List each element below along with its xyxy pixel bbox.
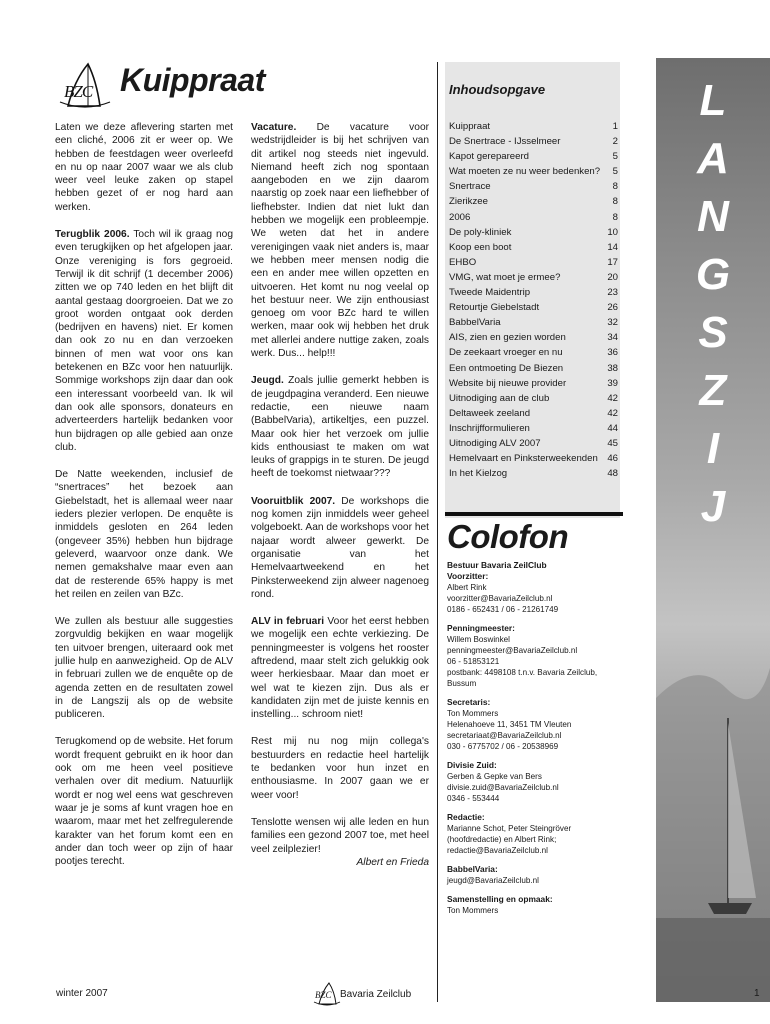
toc-item[interactable] — [449, 225, 618, 240]
toc-item-label: In het Kielzog — [449, 468, 508, 480]
colofon-line: penningmeester@BavariaZeilclub.nl — [447, 646, 578, 655]
toc-item-page: 5 — [612, 151, 618, 163]
toc-item-label: Hemelvaart en Pinksterweekenden — [449, 453, 598, 465]
colofon-heading: Penningmeester: — [447, 623, 515, 633]
colofon-block — [447, 571, 627, 615]
toc-item[interactable] — [449, 119, 618, 134]
colofon-line: Marianne Schot, Peter Steingröver (hoofdredactie) en Albert Rink; redactie@BavariaZeilclub.nl — [447, 824, 572, 855]
toc-item-page: 8 — [612, 211, 618, 223]
website-paragraph: Terugkomend op de website. Het forum wordt frequent gebruikt en ik hoor dan ook om me heen veel positieve verhalen over dit medium. Natuurlijk wordt er nog wel eens wat geschreven waar je je soms af kunt vragen hoe en waarom, maar met het zelfregulerende karakter van het forum komt een en ander dan toch weer op zijn of haar pootjes terecht. — [55, 736, 233, 868]
colofon-details — [447, 560, 627, 924]
toc-item[interactable] — [449, 330, 618, 345]
toc-item-label: Kapot gerepareerd — [449, 151, 530, 163]
toc-item-page: 42 — [607, 407, 618, 419]
toc-item[interactable] — [449, 421, 618, 436]
colofon-line: 030 - 6775702 / 06 - 20538969 — [447, 742, 559, 751]
toc-item-page: 34 — [607, 332, 618, 344]
colofon-block — [447, 697, 627, 752]
colofon-heading: BabbelVaria: — [447, 864, 498, 874]
toc-item[interactable] — [449, 466, 618, 481]
colofon-org: Bestuur Bavaria ZeilClub — [447, 560, 547, 570]
colofon-rule — [445, 512, 623, 516]
toc-item-page: 23 — [607, 287, 618, 299]
page-number: 1 — [754, 988, 760, 999]
toc-title: Inhoudsopgave — [449, 82, 546, 97]
toc-item[interactable] — [449, 300, 618, 315]
colofon-title: Colofon — [447, 518, 569, 555]
colofon-line: jeugd@BavariaZeilclub.nl — [447, 876, 539, 885]
toc-item-label: Wat moeten ze nu weer bedenken? — [449, 166, 601, 178]
terugblik-text: Toch wil ik graag nog even terugkijken op het afgelopen jaar. Onze vereniging is fors gegroeid. Terwijl ik dit schrijf (1 december 2006) zitten we op 740 leden en het blijft dit aantal gestaag doorgroeien. Dat we zo groot worden ontgaat ook derden (bedrijven en havens) niet. Er komen dan ook zo nu en dan verzoeken binnen of men wat voor ons kan betekenen en BZc voor hen natuurlijk. Sommige workshops zijn daar dan ook een interessant voorbeeld van. Ik wil dan ook alle sponsors, donateurs en adverteerders hartelijk bedanken voor hun bijdragen op alle gebied aan onze club. — [55, 229, 234, 453]
langszij-letters — [656, 58, 770, 1002]
column-2 — [251, 121, 429, 869]
colofon-line: Albert Rink — [447, 583, 487, 592]
toc-item[interactable] — [449, 391, 618, 406]
colofon-line: Helenahoeve 11, 3451 TM Vleuten — [447, 720, 572, 729]
toc-item-page: 36 — [607, 347, 618, 359]
vacature-text: De vacature voor wedstrijdleider is bij het schrijven van dit artikel nog steeds niet ingevuld. Niemand heeft zich nog spontaan aangeboden en we zijn daarom naarstig op zoek naar een liefhebber of liefhebster. Indien dat niet lukt dan hebben we mogelijk een probleempje. We weten dat het in andere verenigingen vaak niet anders is, maar we hebben meer mensen nodig die een en ander mee willen opzetten en uitvoeren. Het komt nu nog veelal op het bestuur neer. We zijn enthousiast genoeg om voor BZc hard te willen werken, maar ook wij hebben het druk met allerlei andere nuttige zaken, zoals werk. Dus... help!!! — [251, 122, 429, 360]
toc-item-label: De zeekaart vroeger en nu — [449, 347, 563, 359]
colofon-line: Willem Boswinkel — [447, 635, 510, 644]
signature: Albert en Frieda — [356, 856, 429, 868]
toc-item-label: Deltaweek zeeland — [449, 407, 531, 419]
toc-item[interactable] — [449, 436, 618, 451]
toc-item-label: EHBO — [449, 256, 477, 268]
terugblik-paragraph — [55, 228, 233, 454]
toc-item-label: Website bij nieuwe provider — [449, 377, 567, 389]
colofon-heading: Divisie Zuid: — [447, 760, 497, 770]
toc-item-page: 45 — [607, 437, 618, 449]
vooruitblik-lead: Vooruitblik 2007. — [251, 495, 336, 507]
toc-item[interactable] — [449, 315, 618, 330]
sidebar-letter: G — [695, 250, 731, 299]
toc-item-page: 39 — [607, 377, 618, 389]
toc-item-page: 1 — [612, 121, 618, 132]
toc-item-page: 26 — [607, 302, 618, 314]
vacature-lead: Vacature. — [251, 122, 297, 133]
sidebar-letter: J — [700, 482, 726, 531]
toc-item[interactable] — [449, 270, 618, 285]
colofon-heading: Redactie: — [447, 812, 485, 822]
toc-item-label: De poly-kliniek — [449, 226, 512, 238]
toc-item[interactable] — [449, 194, 618, 209]
page-title: Kuippraat — [120, 62, 265, 98]
natte-weekenden-paragraph: De Natte weekenden, inclusief de “snertraces” het bezoek aan Giebelstadt, het is allemaal weer naar ieders plezier verlopen. De enquête is inmiddels gesloten en 264 leden (ongeveer 35%) hebben hun bijdrage geleverd, waarvoor onze dank. We nemen gemakshalve maar even aan dat de resterende 65% happy is met het reilen en zeilen van BZc. — [55, 469, 233, 600]
toc-item-label: AIS, zien en gezien worden — [449, 332, 566, 344]
toc-item-page: 10 — [607, 226, 618, 238]
jeugd-text: Zoals jullie gemerkt hebben is de jeugdpagina veranderd. Een nieuwe redactie, een nieuwe naam (BabbelVaria), artikeltjes, een puzzel. Maar ook hier het verzoek om jullie kids enthousiast te maken om wat leuks of grappigs in te sturen. De jeugd heeft de toekomst nietwaar??? — [251, 375, 429, 480]
colofon-line: secretariaat@BavariaZeilclub.nl — [447, 731, 562, 740]
vooruitblik-paragraph — [251, 495, 429, 601]
toc-item-label: Inschrijfformulieren — [449, 422, 530, 434]
jeugd-paragraph — [251, 374, 429, 480]
toc-item-page: 2 — [612, 136, 618, 148]
vooruitblik-text: De workshops die nog komen zijn inmiddels weer geheel volgeboekt. Aan de workshops voor het najaar wordt alweer gewerkt. De organisatie van het Hemelvaartweekend en het Pinksterweekend zijn alweer nagenoeg rond. — [251, 495, 429, 600]
jeugd-lead: Jeugd. — [251, 375, 284, 387]
colofon-block — [447, 623, 627, 689]
toc-item-page: 5 — [612, 166, 618, 178]
toc-item[interactable] — [449, 179, 618, 194]
footer-club-name: Bavaria Zeilclub — [340, 989, 412, 1000]
alv-paragraph — [251, 615, 429, 721]
toc-item[interactable] — [449, 361, 618, 376]
terugblik-lead: Terugblik 2006. — [55, 229, 130, 241]
colofon-heading: Secretaris: — [447, 697, 491, 707]
colofon-line: 0346 - 553444 — [447, 794, 500, 803]
column-1 — [55, 121, 233, 868]
dank-paragraph: Rest mij nu nog mijn collega's bestuurders en redactie heel hartelijk te bedanken voor hun inzet en enthousiasme. In 2007 gaan we er weer voor! — [251, 736, 429, 801]
colofon-block — [447, 760, 627, 804]
toc-item-page: 48 — [607, 468, 618, 480]
alv-lead: ALV in februari — [251, 616, 325, 628]
toc-item-label: Uitnodiging ALV 2007 — [449, 437, 541, 449]
toc-item[interactable] — [449, 376, 618, 391]
sidebar-letter: S — [698, 308, 728, 357]
toc-item[interactable] — [449, 210, 618, 225]
toc-item-page: 14 — [607, 241, 618, 253]
colofon-line: Ton Mommers — [447, 709, 499, 718]
colofon-line: 0186 - 652431 / 06 - 21261749 — [447, 605, 559, 614]
toc-item[interactable] — [449, 255, 618, 270]
vacature-paragraph — [251, 121, 429, 360]
toc-item[interactable] — [449, 406, 618, 421]
intro-paragraph: Laten we deze aflevering starten met een cliché, 2006 zit er weer op. We hebben de feestdagen weer overleefd en nu op naar 2007 waar we als club weer veel leuke zaken op stapel hebben gezet of er nog hard aan werken. — [55, 122, 233, 213]
alv-text: Voor het eerst hebben we mogelijk een echte verkiezing. De penningmeester is volgens het rooster aftredend, maar stelt zich gelukkig ook weer herkiesbaar. Maar dan moet er wel wat te kiezen zijn. Dus als er kandidaten zijn met de juiste kennis en instelling... schroom niet! — [251, 616, 429, 721]
colofon-block — [447, 812, 627, 856]
footer-logo — [312, 982, 342, 1006]
colofon-line: 06 - 51853121 — [447, 657, 500, 666]
colofon-block — [447, 894, 627, 916]
colofon-block — [447, 864, 627, 886]
toc-list — [449, 119, 618, 481]
toc-item-label: Uitnodiging aan de club — [449, 392, 550, 404]
sidebar-letter: A — [697, 134, 729, 183]
toc-item-label: VMG, wat moet je ermee? — [449, 271, 561, 283]
toc-item[interactable] — [449, 451, 618, 466]
colofon-line: divisie.zuid@BavariaZeilclub.nl — [447, 783, 559, 792]
sidebar-photo — [656, 58, 770, 1002]
column-divider — [437, 62, 438, 1002]
colofon-line: Ton Mommers — [447, 906, 499, 915]
sidebar-letter: N — [697, 192, 729, 241]
bzc-logo — [56, 62, 114, 110]
sidebar-letter: I — [706, 424, 720, 473]
logo-text: BZC — [64, 82, 93, 101]
colofon-line: postbank: 4498108 t.n.v. Bavaria Zeilclub, Bussum — [447, 668, 598, 688]
toc-item-label: De Snertrace - IJsselmeer — [449, 136, 561, 148]
sidebar-letter: Z — [699, 366, 727, 415]
toc-item[interactable] — [449, 164, 618, 179]
toc-item-label: Kuippraat — [449, 121, 491, 132]
wensen-paragraph: Tenslotte wensen wij alle leden en hun families een gezond 2007 toe, met heel veel zeilplezier! — [251, 816, 429, 855]
toc-item[interactable] — [449, 134, 618, 149]
colofon-heading: Samenstelling en opmaak: — [447, 894, 553, 904]
toc-item-label: 2006 — [449, 211, 471, 223]
toc-item-page: 32 — [607, 317, 618, 329]
toc-item-label: BabbelVaria — [449, 317, 501, 329]
toc-item-label: Retourtje Giebelstadt — [449, 302, 540, 314]
toc-item-page: 44 — [607, 422, 618, 434]
toc-item-page: 20 — [607, 271, 618, 283]
toc-item-label: Tweede Maidentrip — [449, 287, 531, 299]
toc-item[interactable] — [449, 345, 618, 360]
toc-item-page: 8 — [612, 196, 618, 208]
toc-item-page: 8 — [612, 181, 618, 193]
toc-item[interactable] — [449, 285, 618, 300]
toc-item-label: Een ontmoeting De Biezen — [449, 362, 564, 374]
toc-item-page: 17 — [607, 256, 618, 268]
sidebar-letter: L — [699, 76, 727, 125]
colofon-line: voorzitter@BavariaZeilclub.nl — [447, 594, 553, 603]
toc-item[interactable] — [449, 149, 618, 164]
toc-item[interactable] — [449, 240, 618, 255]
footer-edition: winter 2007 — [56, 988, 108, 999]
toc-item-label: Snertrace — [449, 181, 491, 193]
toc-item-page: 42 — [607, 392, 618, 404]
toc-item-page: 46 — [607, 453, 618, 465]
colofon-heading: Voorzitter: — [447, 571, 489, 581]
toc-item-page: 38 — [607, 362, 618, 374]
suggesties-paragraph: We zullen als bestuur alle suggesties zorgvuldig bekijken en waar mogelijk ten uitvoer brengen, uiteraard ook met jullie hulp en aanwezigheid. Op de ALV in februari zullen we de enquête op de agenda zetten en de resultaten zowel in de Langszij als op de website publiceren. — [55, 616, 233, 721]
colofon-line: Gerben & Gepke van Bers — [447, 772, 542, 781]
toc-item-label: Koop een boot — [449, 241, 512, 253]
toc-item-label: Zierikzee — [449, 196, 488, 208]
footer-logo-text: BZC — [315, 990, 332, 1000]
